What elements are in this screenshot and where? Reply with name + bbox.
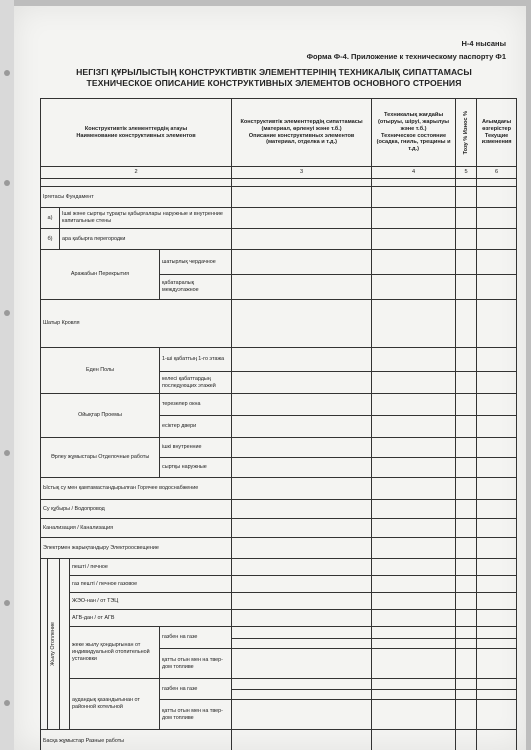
row-label: газ пешті / печное газовое (70, 576, 232, 593)
row-label: шатырлық чердачное (160, 250, 232, 275)
column-numbers-row (41, 167, 517, 179)
row-label: қатты отын мен на твер-дом топливе (160, 700, 232, 730)
row-label: Басқа жұмыстар Разные работы (41, 730, 232, 750)
row-label: қабатаралық междуэтажное (160, 275, 232, 300)
punch-hole (4, 310, 10, 316)
row-label: газбен на газе (160, 627, 232, 649)
punch-hole (4, 450, 10, 456)
row-letter: б) (41, 229, 60, 250)
row-group-label: Әрлеу жұмыстары Отделочные работы (41, 438, 160, 478)
column-number: 4 (372, 167, 456, 179)
form-caption: Форма Ф-4. Приложение к техническому паспорту Ф1 (306, 52, 506, 61)
table-row (41, 679, 517, 690)
table-row (41, 250, 517, 275)
spacer-row (41, 179, 517, 187)
table-row (41, 610, 517, 627)
table-row (41, 438, 517, 458)
column-number: 3 (232, 167, 372, 179)
table-row (41, 627, 517, 639)
col-header-name: Конструктивтік элементтердің атауы Наименование конструктивных элементов (41, 99, 232, 167)
row-group-label: аудандық қазандығынан от районной котельной (70, 679, 160, 730)
row-label: Су құбыры / Водопровод (41, 500, 232, 519)
table-row (41, 478, 517, 500)
row-label: ара қабырға перегородки (60, 229, 232, 250)
column-number: 2 (41, 167, 232, 179)
row-label: есіктер двери (160, 416, 232, 438)
technical-description-table (40, 98, 517, 750)
row-label: Ыстық су мен қамтамастандырылған Горячее водоснабжение (41, 478, 232, 500)
table-row (41, 500, 517, 519)
table-row (41, 576, 517, 593)
row-group-label: Аражабын Перекрытия (41, 250, 160, 300)
row-label: пешті / печное (70, 559, 232, 576)
punch-hole (4, 700, 10, 706)
table-row (41, 730, 517, 750)
form-id: Н-4 нысаны (461, 39, 506, 48)
row-label: Шатыр Кровля (41, 300, 232, 348)
table-row (41, 208, 517, 229)
row-label: 1-ші қабаттың 1-го этажа (160, 348, 232, 372)
column-number: 5 (456, 167, 477, 179)
row-label: ішкі внутренние (160, 438, 232, 458)
row-label: Ішкі және сыртқы тұрақты қабырғалары наружные и внутренние капитальные стены (60, 208, 232, 229)
table-row (41, 519, 517, 538)
table-row (41, 300, 517, 348)
binder-strip (0, 0, 14, 750)
row-label: қатты отын мен на твер-дом топливе (160, 649, 232, 679)
row-group-label: жеке жылу қондырғынан от индивидуальной отопительной установки (70, 627, 160, 679)
table-row (41, 538, 517, 559)
row-label: сыртқы наружные (160, 458, 232, 478)
row-label: ЖЭО-нан / от ТЭЦ (70, 593, 232, 610)
table-row (41, 229, 517, 250)
table-row (41, 187, 517, 208)
row-group-label: Жылу Отопление (48, 559, 60, 730)
row-label: терезелер окна (160, 394, 232, 416)
title-kz: НЕГІЗГІ ҚҰРЫЛЫСТЫҢ КОНСТРУКТИВТІК ЭЛЕМЕНТТЕРІНІҢ ТЕХНИКАЛЫҚ СИПАТТАМАСЫ (76, 67, 472, 77)
table-row (41, 348, 517, 372)
row-label: Электрмен жарықтандыру Электроосвещение (41, 538, 232, 559)
table-row (41, 394, 517, 416)
row-label: келесі қабаттардың последующих этажей (160, 372, 232, 394)
col-header-condition: Техникалық жағдайы (отыруы, шіруі, жарылуы және т.б.) Техническое состояние (осадка, гниль, трещины и т.д.) (372, 99, 456, 167)
row-label: АГВ-дан / от АГВ (70, 610, 232, 627)
row-label: Іргетасы Фундамент (41, 187, 232, 208)
document-page (14, 6, 526, 750)
row-group-label: Ойықтар Проемы (41, 394, 160, 438)
row-label: Канализация / Канализация (41, 519, 232, 538)
table-row (41, 593, 517, 610)
column-number: 6 (477, 167, 517, 179)
col-header-wear: Тозу % Износ % (456, 99, 477, 167)
punch-hole (4, 180, 10, 186)
table-row (41, 559, 517, 576)
punch-hole (4, 70, 10, 76)
row-letter: а) (41, 208, 60, 229)
col-header-changes: Ағымдағы өзгерістер Текущие изменения (477, 99, 517, 167)
col-header-description: Конструктивтік элементтердің сипаттамасы (материал, өрленуі және т.б.) Описание конструктивных элементов (материал, отделка и т.д.) (232, 99, 372, 167)
punch-hole (4, 600, 10, 606)
header-row (41, 99, 517, 167)
row-group-label: Еден Полы (41, 348, 160, 394)
row-label: газбен на газе (160, 679, 232, 700)
title-ru: ТЕХНИЧЕСКОЕ ОПИСАНИЕ КОНСТРУКТИВНЫХ ЭЛЕМЕНТОВ ОСНОВНОГО СТРОЕНИЯ (86, 78, 462, 88)
